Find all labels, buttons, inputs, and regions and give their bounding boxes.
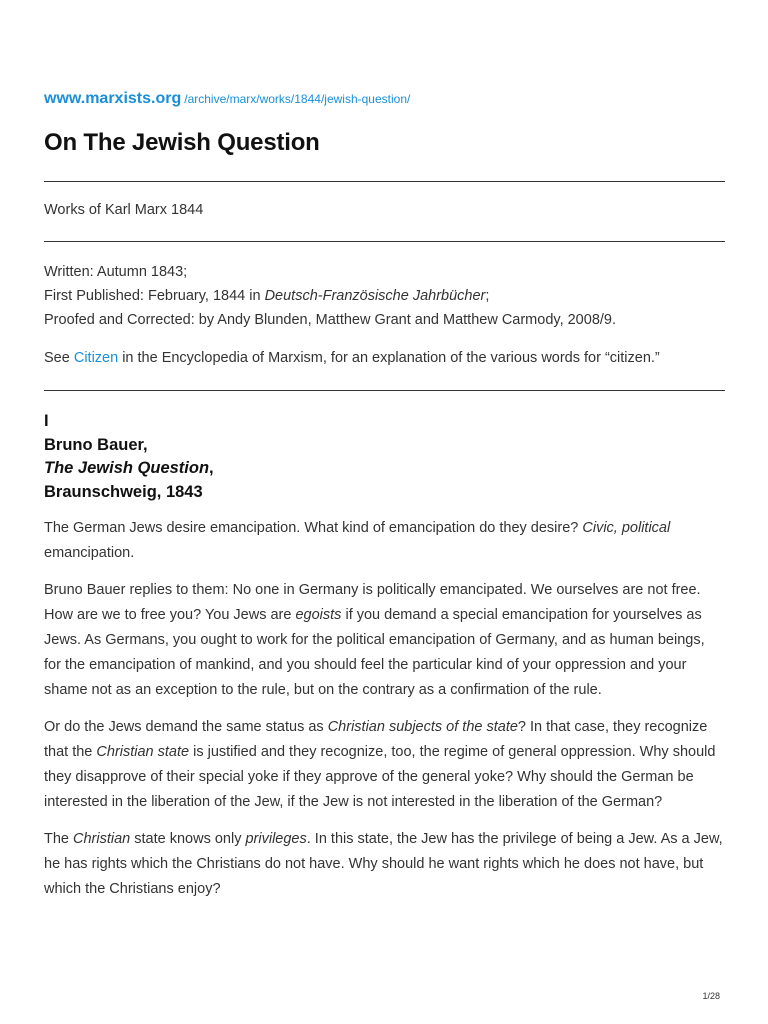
proofed-line: Proofed and Corrected: by Andy Blunden, Matthew Grant and Matthew Carmody, 2008/9. <box>44 312 616 328</box>
note-prefix: See <box>44 350 74 366</box>
paragraph: The Christian state knows only privileges. In this state, the Jew has the privilege of being a Jew. As a Jew, he has rights which the Christians do not have. Why should he want rights which he does not have, but which the Christians enjoy? <box>44 831 723 897</box>
paragraph: The German Jews desire emancipation. What kind of emancipation do they desire? Civic, political emancipation. <box>44 520 671 561</box>
page-title: On The Jewish Question <box>44 129 320 156</box>
work-title: The Jewish Question <box>44 459 210 477</box>
citizen-link[interactable]: Citizen <box>73 350 119 366</box>
work-suffix: , <box>209 459 214 477</box>
paragraph: Bruno Bauer replies to them: No one in Germany is politically emancipated. We ourselves are not free. How are we to free you? You Jews are egoists if you demand a special emancipation for yourselves as Jews. As Germans, you ought to work for the political emancipation of Germany, and as human beings, for the emancipation of mankind, and you should feel the particular kind of your oppression and your shame not as an exception to the rule, but on the contrary as a confirmation of the rule. <box>44 582 705 698</box>
works-subtitle: Works of Karl Marx 1844 <box>44 202 204 218</box>
body-text <box>44 516 725 914</box>
published-suffix: ; <box>485 288 490 304</box>
divider <box>44 241 725 242</box>
note-suffix: in the Encyclopedia of Marxism, for an explanation of the various words for “citizen.” <box>118 350 660 366</box>
journal-name: Deutsch-Französische Jahrbücher <box>264 288 486 304</box>
published-prefix: First Published: February, 1844 in <box>44 288 265 304</box>
written-line: Written: Autumn 1843; <box>44 264 188 280</box>
page-number: 1/28 <box>702 991 720 1001</box>
divider <box>44 390 725 391</box>
citizen-note <box>44 350 660 366</box>
path-link[interactable]: /archive/marx/works/1844/jewish-question/ <box>184 92 411 106</box>
divider <box>44 181 725 182</box>
section-heading <box>44 410 214 504</box>
section-number: I <box>44 412 49 430</box>
section-place: Braunschweig, 1843 <box>44 482 203 501</box>
section-work <box>44 457 214 481</box>
site-link[interactable]: www.marxists.org <box>44 90 182 107</box>
published-line <box>44 284 616 308</box>
publication-info <box>44 260 616 332</box>
paragraph: Or do the Jews demand the same status as Christian subjects of the state? In that case, they recognize that the Christian state is justified and they recognize, too, the regime of general oppression. Why should they disapprove of their special yoke if they approve of the general yoke? Why should the German be interested in the liberation of the Jew, if the Jew is not interested in the liberation of the German? <box>44 719 716 810</box>
source-url <box>44 90 410 108</box>
section-author: Bruno Bauer, <box>44 435 148 454</box>
